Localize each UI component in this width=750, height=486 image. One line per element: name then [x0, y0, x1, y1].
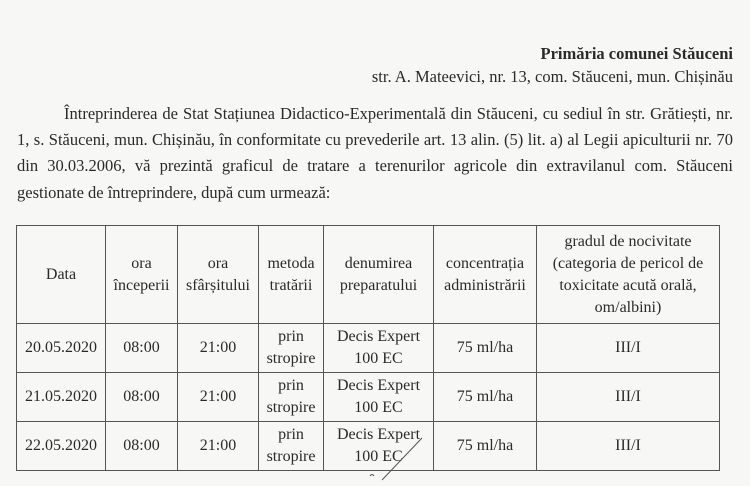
- header-toxicity-line2: (categoria de pericol de: [552, 254, 704, 272]
- header-method: [259, 226, 324, 324]
- cell-method-line1: prin: [278, 328, 304, 345]
- header-toxicity: [537, 226, 720, 324]
- cell-method-line1: prin: [278, 377, 304, 394]
- table-row: [17, 373, 720, 422]
- header-start-time: [106, 226, 178, 324]
- header-product-line2: preparatului: [339, 276, 418, 294]
- cell-concentration: 75 ml/ha: [434, 373, 537, 422]
- header-start-line1: ora: [131, 254, 152, 272]
- cell-toxicity: III/I: [537, 324, 720, 373]
- recipient-address: str. A. Mateevici, nr. 13, com. Stăuceni, mun. Chișinău: [371, 67, 733, 86]
- header-toxicity-line3: toxicitate acută orală,: [559, 276, 697, 294]
- recipient-block: [372, 42, 733, 88]
- cell-start: 08:00: [106, 422, 178, 471]
- cell-date: 21.05.2020: [17, 373, 106, 422]
- cell-end: 21:00: [178, 324, 259, 373]
- table-row: [17, 324, 720, 373]
- header-toxicity-line4: om/albini): [594, 298, 662, 316]
- cell-method: [259, 422, 324, 471]
- cell-start: 08:00: [106, 373, 178, 422]
- cell-date: 20.05.2020: [17, 324, 106, 373]
- recipient-title: Primăria comunei Stăuceni: [540, 44, 733, 63]
- table-header-row: [17, 226, 720, 324]
- header-concentration-line2: administrării: [444, 276, 526, 294]
- header-start-line2: începerii: [113, 276, 170, 294]
- cell-toxicity: III/I: [537, 373, 720, 422]
- cell-concentration: 75 ml/ha: [434, 324, 537, 373]
- cell-product-line2: 100 EC: [354, 350, 403, 367]
- header-date-label: Data: [45, 265, 77, 283]
- cell-product-line2: 100 EC: [354, 399, 403, 416]
- signature-stroke-icon: [360, 436, 430, 486]
- cell-method-line2: stropire: [266, 350, 316, 367]
- header-concentration: [434, 226, 537, 324]
- treatment-schedule-table: [16, 225, 720, 471]
- cell-method-line2: stropire: [266, 399, 316, 416]
- header-end-line2: sfârșitului: [186, 276, 250, 294]
- cell-method: [259, 373, 324, 422]
- header-concentration-line1: concentrația: [445, 254, 525, 272]
- header-date: [17, 226, 106, 324]
- cell-end: 21:00: [178, 422, 259, 471]
- intro-paragraph: Întreprinderea de Stat Stațiunea Didactico-Experimentală din Stăuceni, cu sediul în str. Grătiești, nr. 1, s. Stăuceni, mun. Chișinău, în conformitate cu prevederile art. 13 alin. (5) lit. a) al Legii apiculturii nr. 70 din 30.03.2006, vă prezintă graficul de tratare a terenurilor agricole din extravilanul com. Stăuceni gestionate de întreprindere, după cum urmează:: [17, 104, 733, 202]
- cell-concentration: 75 ml/ha: [434, 422, 537, 471]
- cell-product-line2: 100 EC: [354, 448, 403, 465]
- cell-start: 08:00: [106, 324, 178, 373]
- header-end-line1: ora: [207, 254, 229, 272]
- cell-product: [324, 373, 434, 422]
- cell-end: 21:00: [178, 373, 259, 422]
- cell-product-line1: Decis Expert: [336, 377, 421, 394]
- cell-method-line1: prin: [278, 426, 304, 443]
- cell-product-line1: Decis Expert: [336, 426, 421, 443]
- header-method-line1: metoda: [267, 254, 315, 272]
- header-end-time: [178, 226, 259, 324]
- cell-product-line1: Decis Expert: [336, 328, 421, 345]
- cell-date: 22.05.2020: [17, 422, 106, 471]
- cell-method: [259, 324, 324, 373]
- cell-toxicity: III/I: [537, 422, 720, 471]
- cell-method-line2: stropire: [266, 448, 316, 465]
- cell-product: [324, 324, 434, 373]
- header-product: [324, 226, 434, 324]
- header-toxicity-line1: gradul de nocivitate: [564, 232, 692, 250]
- header-product-line1: denumirea: [344, 254, 413, 272]
- header-method-line2: tratării: [269, 276, 313, 294]
